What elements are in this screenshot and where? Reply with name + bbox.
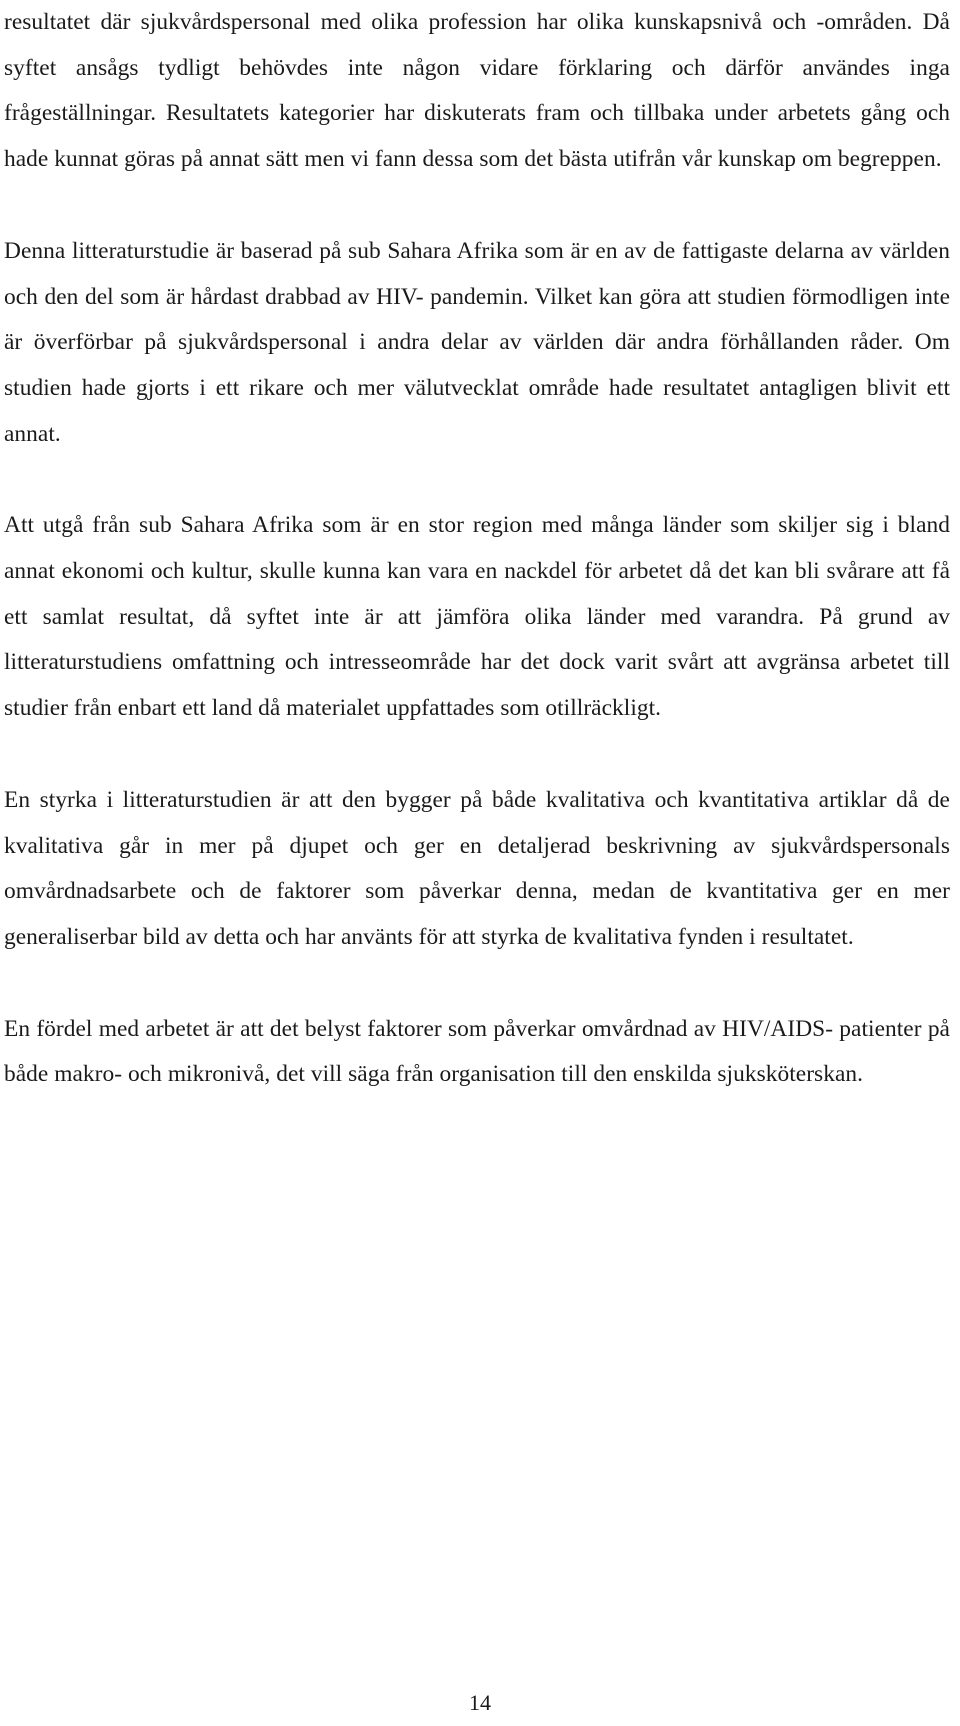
paragraph-4: En styrka i litteraturstudien är att den bygger på både kvalitativa och kvantitativa artiklar då de kvalitativa går in mer på djupet och ger en detaljerad beskrivning av sjukvårdspersonals omvårdnadsarbete och de faktorer som påverkar denna, medan de kvantitativa ger en mer generaliserbar bild av detta och har använts för att styrka de kvalitativa fynden i resultatet. [4, 786, 950, 950]
page-number: 14 [469, 1690, 491, 1715]
paragraph-5: En fördel med arbetet är att det belyst faktorer som påverkar omvårdnad av HIV/AIDS- patienter på både makro- och mikronivå, det vill säga från organisation till den enskilda sjuksköterskan. [4, 1015, 950, 1088]
paragraph-3: Att utgå från sub Sahara Afrika som är en stor region med många länder som skiljer sig i bland annat ekonomi och kultur, skulle kunna kan vara en nackdel för arbetet då det kan bli svårare att få ett samlat resultat, då syftet inte är att jämföra olika länder med varandra. På grund av litteraturstudiens omfattning och intresseområde har det dock varit svårt att avgränsa arbetet till studier från enbart ett land då materialet uppfattades som otillräckligt. [4, 512, 950, 722]
document-body [4, 0, 950, 1098]
paragraph-2: Denna litteraturstudie är baserad på sub Sahara Afrika som är en av de fattigaste delarna av världen och den del som är hårdast drabbad av HIV- pandemin. Vilket kan göra att studien förmodligen inte är överförbar på sjukvårdspersonal i andra delar av världen där andra förhållanden råder. Om studien hade gjorts i ett rikare och mer välutvecklat område hade resultatet antagligen blivit ett annat. [4, 237, 950, 447]
paragraph-1: resultatet där sjukvårdspersonal med olika profession har olika kunskapsnivå och -områden. Då syftet ansågs tydligt behövdes inte någon vidare förklaring och därför användes inga frågeställningar. Resultatets kategorier har diskuterats fram och tillbaka under arbetets gång och hade kunnat göras på annat sätt men vi fann dessa som det bästa utifrån vår kunskap om begreppen. [4, 9, 950, 173]
